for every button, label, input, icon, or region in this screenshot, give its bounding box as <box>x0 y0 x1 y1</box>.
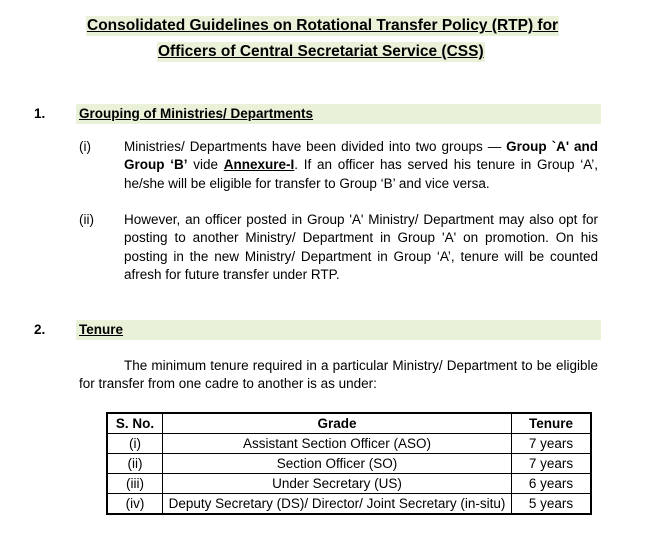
item-1-i-text <box>124 138 598 193</box>
header-sno: S. No. <box>107 413 163 434</box>
row-grade: Section Officer (SO) <box>163 454 512 474</box>
row-tenure: 5 years <box>512 494 592 515</box>
table-header-row <box>107 413 591 434</box>
table-row <box>107 494 591 515</box>
header-grade: Grade <box>163 413 512 434</box>
section-2-number: 2. <box>34 322 46 337</box>
item-1-i-text-c: . If an officer has served his tenure in Group ‘A’, he/she will be eligible for transfer to Group ‘B’ and vice versa. <box>124 157 598 191</box>
row-grade: Deputy Secretary (DS)/ Director/ Joint Secretary (in-situ) <box>163 494 512 515</box>
item-1-i-number: (i) <box>79 139 91 154</box>
item-1-i-text-a: Ministries/ Departments have been divided into two groups — <box>124 139 507 154</box>
table-row <box>107 434 591 454</box>
item-1-i-text-b: vide <box>187 157 224 173</box>
group-a-b-bold: Group `A' and Group ‘B’ <box>124 139 599 173</box>
annexure-1-reference: Annexure-I <box>223 157 295 173</box>
section-2-heading: Tenure <box>79 322 124 337</box>
section-1-heading: Grouping of Ministries/ Departments <box>79 106 314 121</box>
row-sno: (ii) <box>107 454 163 474</box>
row-tenure: 7 years <box>512 454 592 474</box>
document-title-line-2: Officers of Central Secretariat Service (CSS) <box>158 43 484 60</box>
section-2-heading-bar <box>76 320 601 340</box>
item-1-ii-number: (ii) <box>79 212 94 227</box>
row-grade: Under Secretary (US) <box>163 474 512 494</box>
row-grade: Assistant Section Officer (ASO) <box>163 434 512 454</box>
item-1-ii-text: However, an officer posted in Group 'A' Ministry/ Department may also opt for posting to another Ministry/ Department in Group 'A' on promotion. On his posting in the new Ministry/ Department in Group ‘A’, tenure will be counted afresh for future transfer under RTP. <box>124 212 598 282</box>
row-sno: (iii) <box>107 474 163 494</box>
row-tenure: 7 years <box>512 434 592 454</box>
table-row <box>107 454 591 474</box>
section-2-intro: The minimum tenure required in a particular Ministry/ Department to be eligible for transfer from one cadre to another is as under: <box>79 358 598 392</box>
row-sno: (i) <box>107 434 163 454</box>
row-sno: (iv) <box>107 494 163 515</box>
section-1-number: 1. <box>34 106 46 121</box>
tenure-table <box>106 412 592 515</box>
document-title-line-1: Consolidated Guidelines on Rotational Transfer Policy (RTP) for <box>87 17 559 34</box>
header-tenure: Tenure <box>512 413 592 434</box>
row-tenure: 6 years <box>512 474 592 494</box>
table-row <box>107 474 591 494</box>
